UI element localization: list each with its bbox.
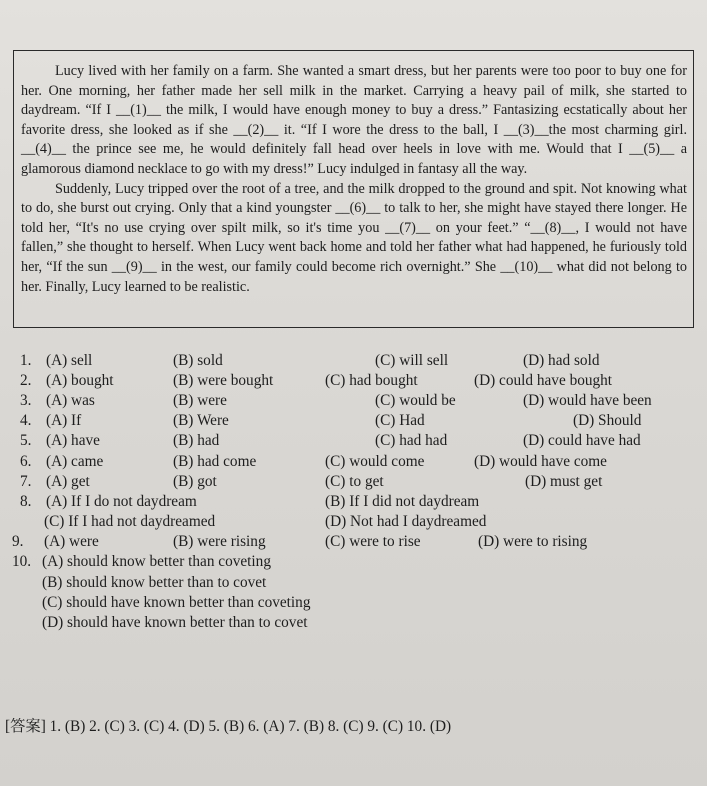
option-a: (A) get — [46, 473, 90, 490]
option-a: (A) were — [44, 533, 99, 550]
option-a: (A) have — [46, 432, 100, 449]
option-a: (A) sell — [46, 352, 93, 369]
option-a: (A) should know better than coveting — [42, 553, 271, 570]
option-d: (D) had sold — [523, 352, 600, 369]
option-b: (B) had — [173, 432, 220, 449]
option-b: (B) had come — [173, 453, 257, 470]
option-b: (B) should know better than to covet — [42, 574, 267, 591]
option-d: (D) must get — [525, 473, 603, 490]
option-c: (C) to get — [325, 473, 384, 490]
question-number: 10. — [12, 553, 32, 570]
option-d: (D) Should — [573, 412, 642, 429]
option-c: (C) should have known better than coveting — [42, 594, 311, 611]
option-b: (B) Were — [173, 412, 229, 429]
option-c: (C) had had — [375, 432, 448, 449]
question-number: 8. — [20, 493, 32, 510]
cloze-passage-box — [13, 50, 694, 328]
question-number: 7. — [20, 473, 32, 490]
option-c: (C) would be — [375, 392, 456, 409]
question-number: 3. — [20, 392, 32, 409]
option-d: (D) would have come — [474, 453, 607, 470]
option-c: (C) If I had not daydreamed — [44, 513, 216, 530]
option-b: (B) were rising — [173, 533, 266, 550]
option-d: (D) could have had — [523, 432, 641, 449]
option-d: (D) should have known better than to covet — [42, 614, 308, 631]
option-b: (B) sold — [173, 352, 223, 369]
question-number: 4. — [20, 412, 32, 429]
passage-paragraph-1: Lucy lived with her family on a farm. She wanted a smart dress, but her parents were too poor to buy one for her. One morning, her father made her sell milk in the market. Carrying a heavy pail of milk, she started to daydream. “If I __(1)__ the milk, I would have enough money to buy a dress.” Fantasizing ecstatically about her favorite dress, she looked as if she __(2)__ it. “If I wore the dress to the ball, I __(3)__the most charming girl. __(4)__ the prince see me, he would definitely fall head over heels in love with me. Would that I __(5)__ a glamorous diamond necklace to go with my dress!” Lucy indulged in fantasy all the way. — [21, 63, 687, 177]
option-c: (C) had bought — [325, 372, 418, 389]
option-d: (D) were to rising — [478, 533, 588, 550]
question-number: 6. — [20, 453, 32, 470]
option-a: (A) bought — [46, 372, 114, 389]
question-number: 1. — [20, 352, 32, 369]
option-b: (B) got — [173, 473, 217, 490]
option-c: (C) Had — [375, 412, 425, 429]
option-a: (A) was — [46, 392, 95, 409]
option-c: (C) will sell — [375, 352, 449, 369]
option-a: (A) came — [46, 453, 104, 470]
question-number: 9. — [12, 533, 24, 550]
answer-key: [答案] 1. (B) 2. (C) 3. (C) 4. (D) 5. (B) 6. (A) 7. (B) 8. (C) 9. (C) 10. (D) — [5, 718, 452, 735]
option-c: (C) would come — [325, 453, 425, 470]
option-c: (C) were to rise — [325, 533, 421, 550]
option-b: (B) were — [173, 392, 227, 409]
option-a: (A) If I do not daydream — [46, 493, 197, 510]
option-d: (D) Not had I daydreamed — [325, 513, 487, 530]
question-number: 5. — [20, 432, 32, 449]
question-number: 2. — [20, 372, 32, 389]
option-b: (B) If I did not daydream — [325, 493, 480, 510]
option-a: (A) If — [46, 412, 82, 429]
option-d: (D) would have been — [523, 392, 652, 409]
option-d: (D) could have bought — [474, 372, 613, 389]
option-b: (B) were bought — [173, 372, 274, 389]
passage-paragraph-2: Suddenly, Lucy tripped over the root of a tree, and the milk dropped to the ground and spit. Not knowing what to do, she burst out crying. Only that a kind youngster __(6)__ to talk to her, she might have stayed there longer. He told her, “It's no use crying over spilt milk, so it's time you __(7)__ on your feet.” “__(8)__, I would not have fallen,” she thought to herself. When Lucy went back home and told her father what had happened, he furiously told her, “If the sun __(9)__ in the west, our family could become rich overnight.” She __(10)__ what did not belong to her. Finally, Lucy learned to be realistic. — [21, 180, 687, 295]
